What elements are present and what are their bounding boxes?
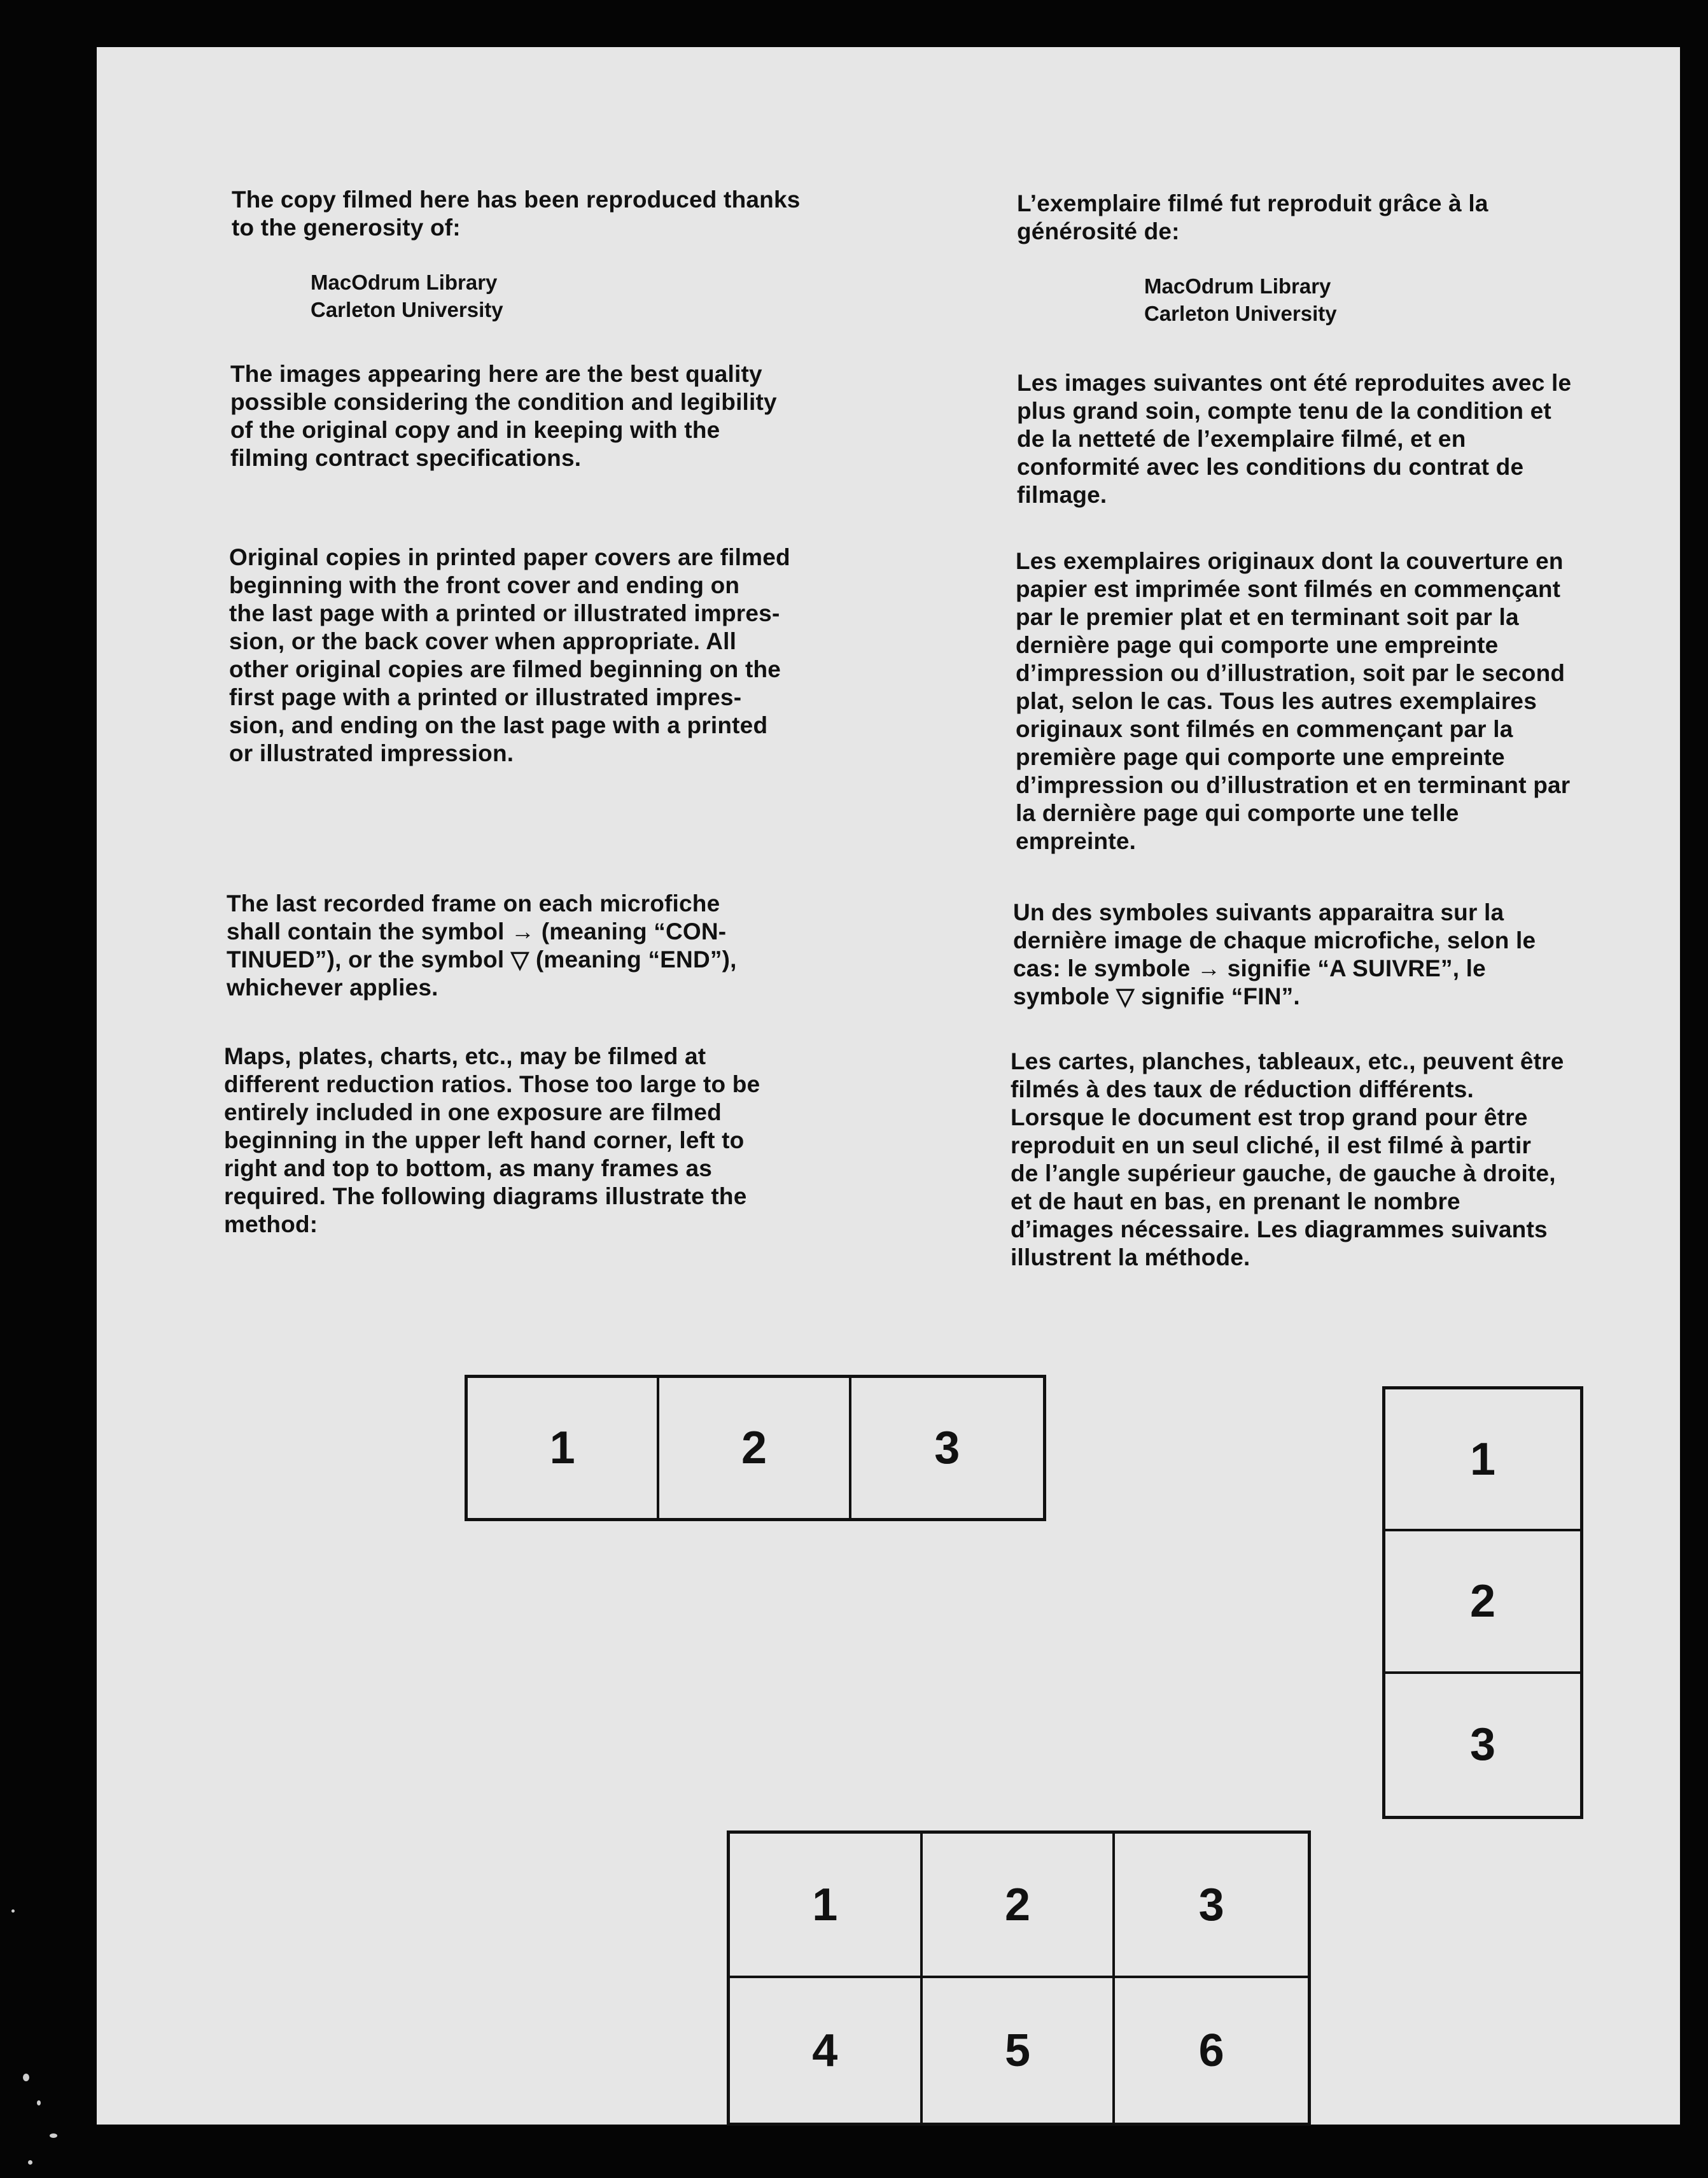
frame-cell: 1 <box>468 1378 659 1518</box>
english-library-name: MacOdrum Library <box>311 270 498 294</box>
english-library-credit <box>311 269 503 323</box>
french-quality-statement: Les images suivantes ont été reproduites avec le plus grand soin, compte tenu de la condition et de la netteté de l’exemplaire filmé, et en conformité avec les conditions du contrat de filmage. <box>1017 370 1572 508</box>
frame-cell: 3 <box>934 1423 960 1473</box>
english-quality-statement: The images appearing here are the best quality possible considering the condition and legibility of the original copy and in keeping with the filming contract specifications. <box>230 361 777 471</box>
frame-cell: 6 <box>1198 2025 1224 2076</box>
english-maps-statement: Maps, plates, charts, etc., may be filmed at different reduction ratios. Those too large to be entirely included in one exposure are filmed beginning in the upper left hand corner, left to right and top to bottom, as many frames as required. The following diagrams illustrate the method: <box>224 1043 760 1237</box>
diagram-horizontal-frames <box>465 1375 1046 1521</box>
french-maps-statement: Les cartes, planches, tableaux, etc., peuvent être filmés à des taux de réduction différents. Lorsque le document est trop grand pour être reproduit en un seul cliché, il est filmé à partir de l’angle supérieur gauche, de gauche à droite, et de haut en bas, en prenant le nombre d’images nécessaire. Les diagrammes suivants illustrent la méthode. <box>1011 1048 1564 1270</box>
scan-dust-speck <box>11 1909 15 1913</box>
scan-dust-speck <box>23 2074 29 2081</box>
english-symbols-statement: The last recorded frame on each microfiche shall contain the symbol → (meaning “CON- TINUED”), or the symbol ▽ (meaning “END”), whichever applies. <box>227 890 737 1001</box>
scan-dust-speck <box>28 2160 32 2165</box>
english-acknowledgement: The copy filmed here has been reproduced thanks to the generosity of: <box>232 186 801 241</box>
french-library-credit <box>1144 272 1337 327</box>
frame-cell: 1 <box>1385 1389 1580 1531</box>
french-library-name: MacOdrum Library <box>1144 274 1331 298</box>
frame-cell: 2 <box>1385 1531 1580 1673</box>
diagram-grid-frames <box>727 1830 1311 2126</box>
english-originals-statement: Original copies in printed paper covers are filmed beginning with the front cover and ending on the last page with a printed or illustrated impres- sion, or the back cover when appropriate. All other original copies are filmed beginning on the first page with a printed or illustrated impres- sion, and ending on the last page with a printed or illustrated impression. <box>229 544 790 766</box>
frame-cell: 4 <box>730 1978 923 2123</box>
scan-dust-speck <box>37 2100 41 2105</box>
french-acknowledgement: L’exemplaire filmé fut reproduit grâce à la générosité de: <box>1017 190 1488 244</box>
english-university-name: Carleton University <box>311 298 503 321</box>
frame-cell: 3 <box>1115 1834 1308 1978</box>
frame-cell: 2 <box>923 1834 1116 1978</box>
scan-dust-speck <box>50 2133 57 2138</box>
french-university-name: Carleton University <box>1144 302 1337 325</box>
target-sheet <box>97 47 1680 2125</box>
frame-cell: 1 <box>730 1834 923 1978</box>
frame-cell: 3 <box>1469 1719 1496 1771</box>
french-symbols-statement: Un des symboles suivants apparaitra sur la dernière image de chaque microfiche, selon le cas: le symbole → signifie “A SUIVRE”, le symbole ▽ signifie “FIN”. <box>1013 899 1536 1009</box>
diagram-vertical-frames <box>1382 1386 1583 1819</box>
french-originals-statement: Les exemplaires originaux dont la couverture en papier est imprimée sont filmés en commençant par le premier plat et en terminant soit par la dernière page qui comporte une empreinte d’impression ou d’illustration, soit par le second plat, selon le cas. Tous les autres exemplaires originaux sont filmés en commençant par la première page qui comporte une empreinte d’impression ou d’illustration et en terminant par la dernière page qui comporte une telle empreinte. <box>1016 548 1571 854</box>
frame-cell: 2 <box>659 1378 851 1518</box>
frame-cell: 5 <box>923 1978 1116 2123</box>
